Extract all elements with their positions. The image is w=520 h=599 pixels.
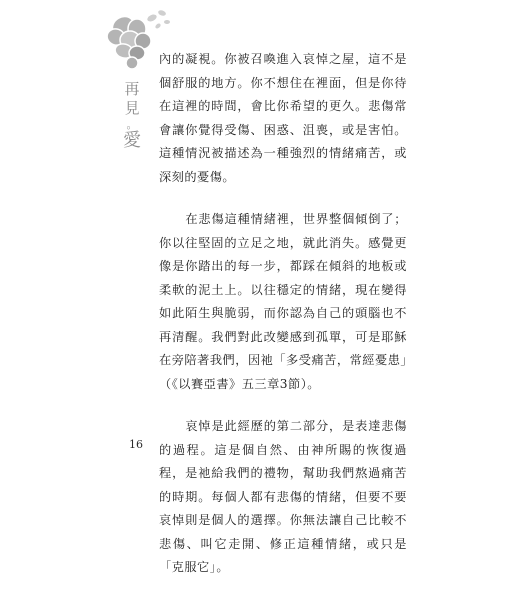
paragraph-text: 哀悼是此經歷的第二部分，是表達悲傷的過程。這是個自然、由神所賜的恢復過程，是祂給我們的禮物，幫助我們熬過痛苦的時期。每個人都有悲傷的情緒，但要不要哀悼則是個人的選擇。你無法讓自己比較不悲傷、叫它走開、修正這種情緒，或只是「克服它」。 [159, 419, 407, 574]
paragraph [159, 48, 407, 189]
title-char: 見 [124, 99, 140, 117]
page-body [159, 48, 407, 599]
title-char: 再 [124, 80, 140, 98]
book-title [121, 80, 143, 150]
title-char: 。 [126, 118, 138, 131]
paragraph [159, 208, 407, 396]
paragraph-text: 在悲傷這種情緒裡，世界整個傾倒了；你以往堅固的立足之地，就此消失。感覺更像是你踏出的每一步，都踩在傾斜的地板或柔軟的泥土上。以往穩定的情緒，現在變得如此陌生與脆弱，而你認為自己的頭腦也不再清醒。我們對此改變感到孤單，可是耶穌在旁陪著我們，因祂「多受痛苦，常經憂患」（《以賽亞書》五三章3節）。 [159, 212, 407, 391]
paragraph [159, 415, 407, 580]
paragraph-text: 內的凝視。你被召喚進入哀悼之屋，這不是個舒服的地方。你不想住在裡面，但是你待在這裡的時間，會比你希望的更久。悲傷常會讓你覺得受傷、困惑、沮喪，或是害怕。這種情況被描述為一種強烈的情緒痛苦，或深刻的憂傷。 [159, 52, 407, 184]
page-number: 16 [129, 438, 143, 451]
title-char: 愛 [123, 130, 141, 151]
